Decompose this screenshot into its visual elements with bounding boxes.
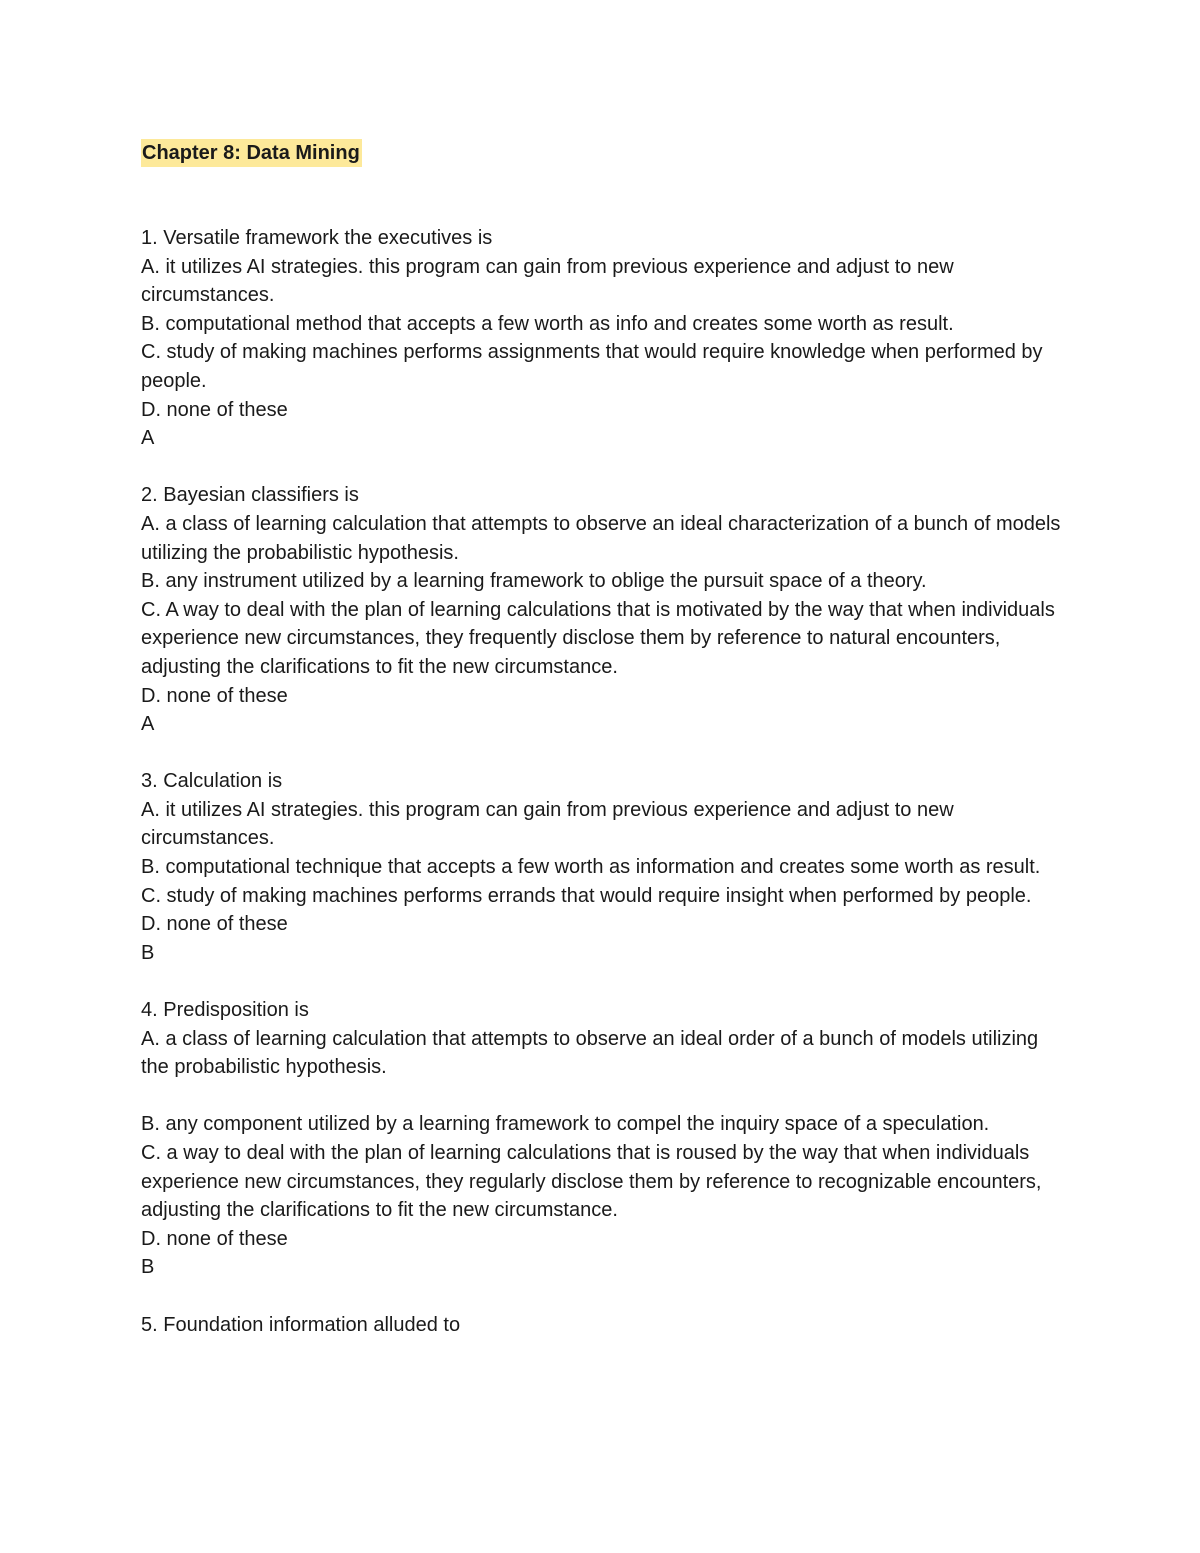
- option-b: B. computational technique that accepts a few worth as information and creates some worth as result.: [141, 856, 1041, 879]
- answer: A: [141, 427, 155, 450]
- option-b: B. any component utilized by a learning framework to compel the inquiry space of a speculation.: [141, 1113, 990, 1136]
- question-4: [141, 996, 1071, 1282]
- question-stem: 3. Calculation is: [141, 770, 283, 793]
- blank-line: [141, 1082, 1071, 1111]
- question-stem: 2. Bayesian classifiers is: [141, 484, 359, 507]
- question-5: [141, 1311, 1071, 1340]
- chapter-title: Chapter 8: Data Mining: [141, 139, 362, 167]
- option-b: B. computational method that accepts a few worth as info and creates some worth as result.: [141, 312, 954, 335]
- option-a: A. it utilizes AI strategies. this program can gain from previous experience and adjust to new circumstances.: [141, 798, 954, 850]
- option-c: C. study of making machines performs errands that would require insight when performed by people.: [141, 884, 1032, 907]
- question-stem: 5. Foundation information alluded to: [141, 1313, 461, 1336]
- answer: B: [141, 941, 155, 964]
- option-a: A. it utilizes AI strategies. this program can gain from previous experience and adjust to new circumstances.: [141, 255, 954, 307]
- option-d: D. none of these: [141, 913, 288, 936]
- option-c: C. a way to deal with the plan of learning calculations that is roused by the way that when individuals experience new circumstances, they regularly disclose them by reference to recognizable encounters, adjusting the clarifications to fit the new circumstance.: [141, 1142, 1042, 1222]
- option-d: D. none of these: [141, 398, 288, 421]
- question-2: [141, 481, 1071, 738]
- option-d: D. none of these: [141, 1227, 288, 1250]
- question-stem: 1. Versatile framework the executives is: [141, 227, 493, 249]
- option-a: A. a class of learning calculation that attempts to observe an ideal characterization of a bunch of models utilizing the probabilistic hypothesis.: [141, 512, 1061, 564]
- option-c: C. study of making machines performs assignments that would require knowledge when performed by people.: [141, 341, 1043, 392]
- question-3: [141, 767, 1071, 967]
- question-stem: 4. Predisposition is: [141, 999, 309, 1022]
- answer: B: [141, 1256, 155, 1279]
- option-b: B. any instrument utilized by a learning framework to oblige the pursuit space of a theory.: [141, 570, 927, 593]
- option-d: D. none of these: [141, 684, 288, 707]
- question-1: [141, 224, 1071, 453]
- option-c: C. A way to deal with the plan of learning calculations that is motivated by the way that when individuals experience new circumstances, they frequently disclose them by reference to natural encounters, adjusting the clarifications to fit the new circumstance.: [141, 598, 1055, 678]
- answer: A: [141, 713, 155, 736]
- option-a: A. a class of learning calculation that attempts to observe an ideal order of a bunch of models utilizing the probabilistic hypothesis.: [141, 1027, 1039, 1079]
- document-page: [141, 139, 1071, 1339]
